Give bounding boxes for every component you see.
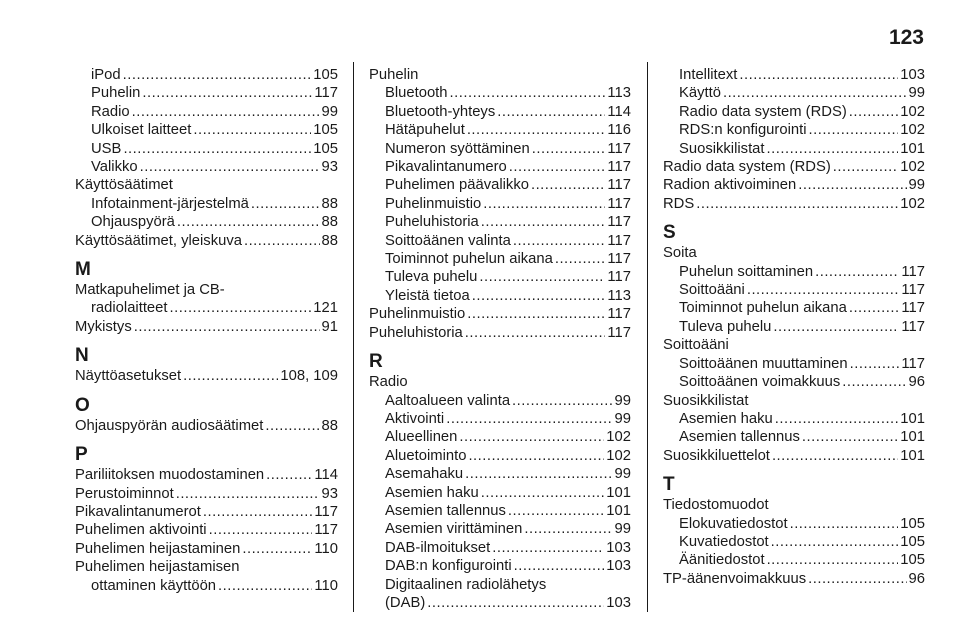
entry-text: ottaminen käyttöön (91, 577, 217, 594)
entry-text: Alueellinen (385, 429, 458, 446)
entry-page-number: 105 (313, 67, 338, 83)
dot-leader (123, 140, 311, 158)
dot-leader (123, 66, 312, 84)
index-subentry (75, 158, 338, 176)
entry-text: Asemien haku (385, 484, 479, 501)
index-subentry (663, 263, 925, 281)
entry-text: Puheluhistoria (385, 214, 479, 231)
dot-leader (203, 503, 313, 521)
section-letter: N (75, 345, 89, 367)
dot-leader (472, 287, 606, 305)
entry-text: Ohjauspyörän audiosäätimet (75, 417, 264, 434)
dot-leader (513, 232, 606, 250)
entry-text: Asemien tallennus (679, 429, 800, 446)
entry-page-number: 88 (321, 232, 338, 249)
entry-page-number: 99 (614, 521, 631, 538)
index-entry (663, 158, 925, 176)
entry-text: Radio data system (RDS) (679, 103, 847, 120)
entry-page-number: 93 (321, 159, 338, 176)
index-subentry (663, 281, 925, 299)
index-entry (75, 503, 338, 521)
dot-leader (170, 299, 312, 317)
entry-text: Bluetooth (385, 85, 448, 102)
entry-text: Ohjauspyörä (91, 214, 175, 231)
index-subentry (369, 84, 631, 102)
index-entry (663, 447, 925, 465)
entry-page-number: 117 (607, 269, 631, 286)
entry-text: Puhelimen aktivointi (75, 522, 207, 539)
entry-page-number: 117 (314, 85, 338, 102)
dot-leader (450, 84, 606, 102)
index-entry (75, 466, 338, 484)
entry-page-number: 99 (321, 103, 338, 120)
dot-leader (465, 324, 606, 342)
index-subentry (369, 140, 631, 158)
dot-leader (808, 121, 898, 139)
entry-page-number: 102 (606, 429, 631, 446)
dot-leader (481, 213, 606, 231)
entry-page-number: 88 (321, 195, 338, 212)
entry-text: Radio data system (RDS) (663, 159, 831, 176)
column-divider-2 (647, 62, 648, 612)
section-letter: O (75, 394, 90, 416)
index-heading: Matkapuhelimet ja CB- (75, 282, 225, 299)
index-subentry (369, 158, 631, 176)
entry-text: Puhelinmuistio (385, 195, 482, 212)
index-subentry (369, 213, 631, 231)
dot-leader (696, 195, 898, 213)
dot-leader (142, 84, 312, 102)
dot-leader (209, 521, 313, 539)
dot-leader (134, 318, 320, 336)
entry-text: Pikavalintanumerot (75, 503, 201, 520)
index-subentry (369, 232, 631, 250)
dot-leader (772, 447, 898, 465)
index-subentry (75, 66, 338, 84)
index-subentry (75, 195, 338, 213)
dot-leader (218, 577, 312, 595)
index-subentry (369, 557, 631, 575)
dot-leader (767, 551, 899, 569)
entry-text: Pariliitoksen muodostaminen (75, 467, 265, 484)
entry-page-number: 117 (901, 300, 925, 317)
dot-leader (483, 195, 605, 213)
index-subentry (75, 140, 338, 158)
index-heading: Soita (663, 245, 697, 262)
index-entry (75, 367, 338, 385)
section-letter: S (663, 222, 676, 244)
index-subentry (369, 287, 631, 305)
entry-page-number: 117 (314, 522, 338, 539)
index-entry (369, 324, 631, 342)
index-subentry (663, 551, 925, 569)
dot-leader (849, 299, 900, 317)
index-entry (663, 195, 925, 213)
entry-page-number: 105 (900, 533, 925, 550)
dot-leader (790, 515, 899, 533)
index-subentry (663, 299, 925, 317)
index-subentry (369, 539, 631, 557)
entry-page-number: 110 (314, 577, 338, 594)
dot-leader (132, 103, 320, 121)
dot-leader (177, 213, 320, 231)
dot-leader (512, 392, 612, 410)
entry-page-number: 101 (606, 502, 631, 519)
index-subentry (663, 103, 925, 121)
index-entry (369, 305, 631, 323)
entry-text: Äänitiedostot (679, 552, 765, 569)
entry-page-number: 101 (900, 447, 925, 464)
dot-leader (771, 533, 899, 551)
entry-text: Bluetooth-yhteys (385, 103, 496, 120)
index-subentry (75, 103, 338, 121)
entry-text: Elokuvatiedostot (679, 515, 788, 532)
entry-text: Käyttö (679, 85, 721, 102)
dot-leader (808, 570, 906, 588)
index-column-3 (663, 66, 925, 588)
index-heading: Tiedostomuodot (663, 497, 769, 514)
entry-text: Asemahaku (385, 466, 464, 483)
entry-page-number: 117 (314, 503, 338, 520)
dot-leader (446, 410, 612, 428)
index-entry (75, 318, 338, 336)
index-subentry (369, 484, 631, 502)
index-subentry (663, 410, 925, 428)
index-entry (663, 176, 925, 194)
index-heading: Radio (369, 374, 408, 391)
dot-leader (775, 410, 899, 428)
entry-page-number: 117 (901, 355, 925, 372)
index-column-1 (75, 66, 338, 595)
entry-text: (DAB) (385, 594, 426, 611)
entry-text: TP-äänenvoimakkuus (663, 570, 807, 587)
entry-page-number: 99 (908, 85, 925, 102)
entry-page-number: 102 (606, 447, 631, 464)
entry-text: Suosikkiluettelot (663, 447, 770, 464)
dot-leader (266, 466, 312, 484)
entry-text: radiolaitteet (91, 300, 168, 317)
entry-text: Ulkoiset laitteet (91, 122, 192, 139)
index-subentry (75, 84, 338, 102)
dot-leader (244, 232, 320, 250)
entry-page-number: 103 (606, 539, 631, 556)
entry-text: Puhelinmuistio (369, 306, 466, 323)
entry-text: RDS (663, 195, 695, 212)
entry-text: Radion aktivoiminen (663, 177, 797, 194)
entry-page-number: 101 (900, 429, 925, 446)
entry-page-number: 99 (614, 466, 631, 483)
index-subentry (663, 121, 925, 139)
entry-page-number: 117 (901, 318, 925, 335)
dot-leader (183, 367, 278, 385)
entry-page-number: 117 (607, 177, 631, 194)
index-subentry (369, 447, 631, 465)
index-subentry (663, 84, 925, 102)
entry-text: Soittoääni (679, 282, 745, 299)
index-subentry (369, 410, 631, 428)
entry-text: Infotainment-järjestelmä (91, 195, 249, 212)
entry-page-number: 102 (900, 159, 925, 176)
dot-leader (459, 428, 604, 446)
entry-page-number: 105 (900, 515, 925, 532)
entry-page-number: 113 (607, 85, 631, 102)
index-heading: Suosikkilistat (663, 392, 749, 409)
entry-page-number: 101 (606, 484, 631, 501)
entry-page-number: 117 (607, 306, 631, 323)
entry-text: Hätäpuhelut (385, 122, 465, 139)
dot-leader (815, 263, 899, 281)
entry-page-number: 108, 109 (280, 368, 338, 385)
entry-page-number: 102 (900, 103, 925, 120)
dot-leader (532, 140, 606, 158)
index-subentry (663, 140, 925, 158)
entry-text: Tuleva puhelu (679, 318, 772, 335)
dot-leader (242, 540, 312, 558)
dot-leader (739, 66, 898, 84)
dot-leader (481, 484, 605, 502)
index-entry (75, 417, 338, 435)
entry-text: Puhelun soittaminen (679, 263, 814, 280)
entry-text: Mykistys (75, 318, 132, 335)
index-subentry (369, 392, 631, 410)
dot-leader (465, 465, 612, 483)
entry-text: Aktivointi (385, 410, 445, 427)
dot-leader (833, 158, 899, 176)
entry-page-number: 88 (321, 417, 338, 434)
entry-page-number: 117 (607, 195, 631, 212)
index-heading: Puhelin (369, 67, 419, 83)
entry-page-number: 105 (313, 140, 338, 157)
index-subentry (369, 502, 631, 520)
index-subentry (663, 428, 925, 446)
entry-page-number: 93 (321, 485, 338, 502)
index-entry (75, 540, 338, 558)
entry-text: Suosikkilistat (679, 140, 765, 157)
index-entry (75, 521, 338, 539)
index-subentry (369, 594, 631, 612)
dot-leader (193, 121, 311, 139)
index-subentry (75, 577, 338, 595)
index-subentry (369, 103, 631, 121)
entry-page-number: 99 (614, 410, 631, 427)
dot-leader (767, 140, 899, 158)
dot-leader (850, 355, 900, 373)
entry-text: Valikko (91, 159, 138, 176)
index-subentry (663, 533, 925, 551)
index-subentry (75, 213, 338, 231)
section-letter: P (75, 444, 88, 466)
index-heading: Digitaalinen radiolähetys (385, 576, 547, 593)
entry-text: Kuvatiedostot (679, 533, 769, 550)
index-subentry (369, 195, 631, 213)
index-subentry (663, 355, 925, 373)
index-subentry (663, 66, 925, 84)
index-heading: Käyttösäätimet (75, 177, 173, 194)
entry-text: Yleistä tietoa (385, 287, 470, 304)
index-subentry (369, 465, 631, 483)
dot-leader (251, 195, 320, 213)
entry-text: Asemien tallennus (385, 502, 506, 519)
index-entry (75, 485, 338, 503)
entry-text: Soittoäänen muuttaminen (679, 355, 848, 372)
entry-page-number: 105 (900, 552, 925, 569)
dot-leader (514, 557, 605, 575)
entry-page-number: 103 (900, 67, 925, 83)
section-letter: M (75, 259, 91, 281)
dot-leader (747, 281, 900, 299)
entry-text: DAB:n konfigurointi (385, 558, 512, 575)
index-column-2 (369, 66, 631, 612)
index-subentry (369, 268, 631, 286)
column-divider-1 (353, 62, 354, 612)
entry-text: Soittoäänen valinta (385, 232, 511, 249)
entry-text: Pikavalintanumero (385, 159, 507, 176)
entry-text: Perustoiminnot (75, 485, 174, 502)
index-subentry (75, 121, 338, 139)
entry-text: RDS:n konfigurointi (679, 122, 807, 139)
dot-leader (842, 373, 906, 391)
entry-text: USB (91, 140, 122, 157)
entry-text: Tuleva puhelu (385, 269, 478, 286)
index-subentry (75, 299, 338, 317)
index-subentry (369, 250, 631, 268)
dot-leader (492, 539, 604, 557)
dot-leader (176, 485, 320, 503)
entry-page-number: 101 (900, 140, 925, 157)
dot-leader (468, 447, 604, 465)
entry-page-number: 96 (908, 570, 925, 587)
dot-leader (265, 417, 319, 435)
index-subentry (663, 373, 925, 391)
index-subentry (369, 176, 631, 194)
index-subentry (369, 428, 631, 446)
dot-leader (723, 84, 907, 102)
index-entry (663, 570, 925, 588)
dot-leader (531, 176, 605, 194)
dot-leader (427, 594, 604, 612)
dot-leader (140, 158, 320, 176)
entry-text: Radio (91, 103, 130, 120)
index-heading: Puhelimen heijastamisen (75, 559, 240, 576)
index-subentry (369, 121, 631, 139)
entry-text: Puhelimen heijastaminen (75, 540, 241, 557)
index-heading: Soittoääni (663, 337, 729, 354)
entry-text: Aaltoalueen valinta (385, 392, 511, 409)
dot-leader (802, 428, 898, 446)
entry-text: Aluetoiminto (385, 447, 467, 464)
entry-text: Intellitext (679, 67, 738, 83)
dot-leader (497, 103, 605, 121)
entry-text: Asemien virittäminen (385, 521, 523, 538)
entry-page-number: 103 (606, 594, 631, 611)
entry-page-number: 117 (607, 159, 631, 176)
entry-page-number: 88 (321, 214, 338, 231)
entry-page-number: 117 (901, 282, 925, 299)
entry-text: Näyttöasetukset (75, 368, 182, 385)
entry-text: Numeron syöttäminen (385, 140, 530, 157)
entry-text: Käyttösäätimet, yleiskuva (75, 232, 242, 249)
entry-page-number: 91 (321, 318, 338, 335)
dot-leader (524, 520, 612, 538)
section-letter: T (663, 474, 675, 496)
index-subentry (369, 520, 631, 538)
page-number: 123 (888, 26, 924, 49)
entry-text: Toiminnot puhelun aikana (679, 300, 847, 317)
dot-leader (479, 268, 605, 286)
section-letter: R (369, 351, 383, 373)
entry-text: Puheluhistoria (369, 324, 463, 341)
entry-text: Soittoäänen voimakkuus (679, 374, 841, 391)
entry-text: Toiminnot puhelun aikana (385, 251, 553, 268)
entry-page-number: 102 (900, 122, 925, 139)
entry-page-number: 114 (314, 467, 338, 484)
entry-text: DAB-ilmoitukset (385, 539, 491, 556)
entry-text: iPod (91, 67, 121, 83)
entry-page-number: 101 (900, 410, 925, 427)
entry-page-number: 114 (607, 103, 631, 120)
dot-leader (467, 305, 605, 323)
entry-page-number: 102 (900, 195, 925, 212)
index-subentry (663, 515, 925, 533)
entry-page-number: 117 (901, 263, 925, 280)
entry-page-number: 117 (607, 140, 631, 157)
entry-page-number: 96 (908, 374, 925, 391)
dot-leader (509, 158, 606, 176)
index-entry (75, 232, 338, 250)
entry-text: Puhelin (91, 85, 141, 102)
index-subentry (663, 318, 925, 336)
entry-page-number: 105 (313, 122, 338, 139)
dot-leader (467, 121, 606, 139)
entry-page-number: 103 (606, 558, 631, 575)
entry-page-number: 113 (607, 287, 631, 304)
dot-leader (555, 250, 606, 268)
entry-text: Asemien haku (679, 410, 773, 427)
entry-page-number: 121 (313, 300, 338, 317)
dot-leader (798, 176, 906, 194)
dot-leader (849, 103, 899, 121)
dot-leader (508, 502, 604, 520)
entry-page-number: 117 (607, 251, 631, 268)
entry-page-number: 116 (607, 122, 631, 139)
entry-page-number: 117 (607, 232, 631, 249)
entry-page-number: 99 (614, 392, 631, 409)
entry-page-number: 117 (607, 324, 631, 341)
entry-page-number: 99 (908, 177, 925, 194)
entry-page-number: 117 (607, 214, 631, 231)
entry-text: Puhelimen päävalikko (385, 177, 529, 194)
dot-leader (773, 318, 899, 336)
entry-page-number: 110 (314, 540, 338, 557)
